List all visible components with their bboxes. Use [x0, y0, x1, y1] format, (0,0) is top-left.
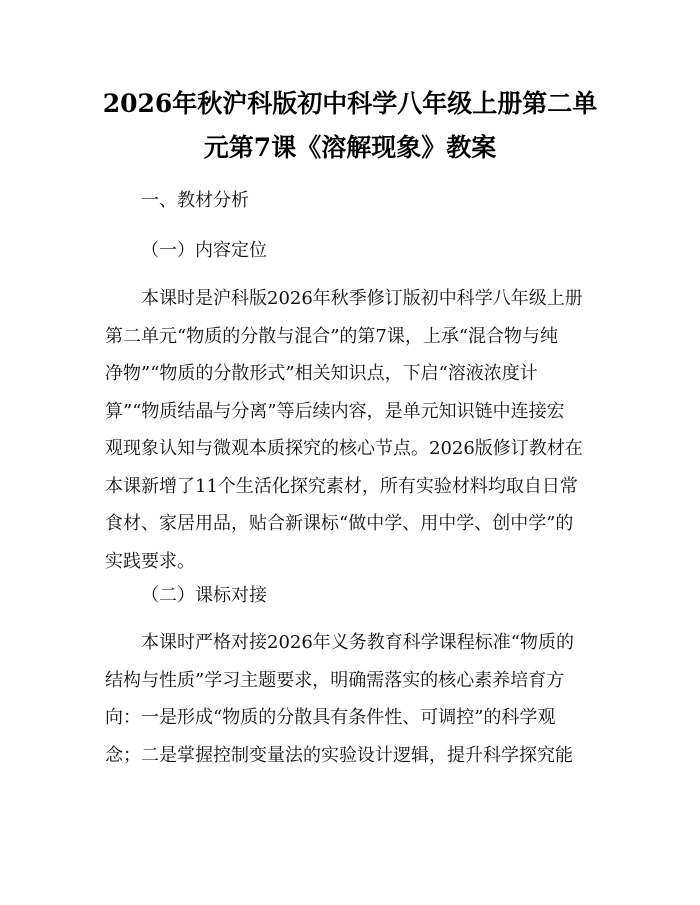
subsection-heading-curriculum-alignment: （二）课标对接	[141, 585, 267, 606]
paragraph-line: 实践要求。	[105, 550, 195, 572]
paragraph-line: 向：一是形成“物质的分散具有条件性、可调控”的科学观	[105, 707, 556, 729]
paragraph-line: 算”“物质结晶与分离”等后续内容，是单元知识链中连接宏	[105, 400, 565, 422]
paragraph-line: 念；二是掌握控制变量法的实验设计逻辑，提升科学探究能	[105, 745, 573, 767]
paragraph-line: 第二单元“物质的分散与混合”的第7课，上承“混合物与纯	[105, 325, 559, 347]
subsection-heading-content-positioning: （一）内容定位	[141, 240, 267, 261]
paragraph-line: 食材、家居用品，贴合新课标“做中学、用中学、创中学”的	[105, 513, 574, 534]
document-title-line-2: 元第7课《溶解现象》教案	[203, 133, 497, 162]
section-heading-textbook-analysis: 一、教材分析	[141, 190, 249, 211]
document-title-line-1: 2026年秋沪科版初中科学八年级上册第二单	[102, 89, 598, 118]
paragraph-line: 本课时是沪科版2026年秋季修订版初中科学八年级上册	[141, 288, 583, 309]
paragraph-line: 净物”“物质的分散形式”相关知识点，下启“溶液浓度计	[105, 363, 538, 384]
paragraph-line: 观现象认知与微观本质探究的核心节点。2026版修订教材在	[105, 438, 583, 459]
paragraph-line: 结构与性质”学习主题要求，明确需落实的核心素养培育方	[105, 669, 565, 691]
paragraph-line: 本课新增了11个生活化探究素材，所有实验材料均取自日常	[105, 475, 578, 497]
paragraph-line: 本课时严格对接2026年义务教育科学课程标准“物质的	[141, 632, 575, 653]
